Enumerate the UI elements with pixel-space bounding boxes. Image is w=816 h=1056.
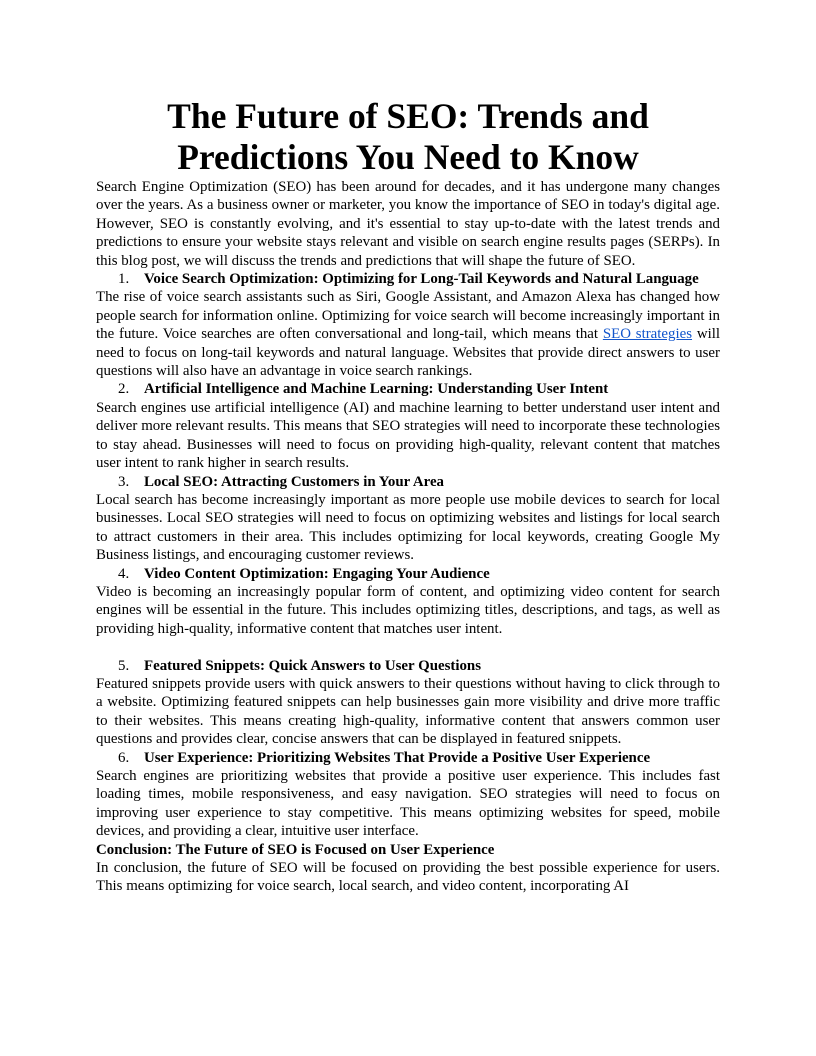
section-title: Featured Snippets: Quick Answers to User Questions bbox=[144, 657, 481, 674]
section-heading-1 bbox=[96, 270, 720, 288]
seo-strategies-link[interactable]: SEO strategies bbox=[602, 326, 693, 343]
section-heading-4 bbox=[96, 565, 720, 583]
section-number: 2. bbox=[118, 381, 130, 398]
section-body-3: Local search has become increasingly important as more people use mobile devices to search for local businesses. Local SEO strategies will need to focus on optimizing websites and listings for local search to attract customers in their area. This includes optimizing for local keywords, creating Google My Business listings, and encouraging customer reviews. bbox=[96, 491, 720, 564]
section-heading-5 bbox=[96, 657, 720, 675]
document-page bbox=[96, 96, 720, 896]
section-number: 3. bbox=[118, 473, 130, 490]
intro-paragraph: Search Engine Optimization (SEO) has been around for decades, and it has undergone many changes over the years. As a business owner or marketer, you know the importance of SEO in today's digital age. However, SEO is constantly evolving, and it's essential to stay up-to-date with the latest trends and predictions to ensure your website stays relevant and visible on search engine results pages (SERPs). In this blog post, we will discuss the trends and predictions that will shape the future of SEO. bbox=[96, 179, 720, 269]
section-body-1 bbox=[96, 288, 720, 380]
section-number: 4. bbox=[118, 565, 130, 582]
section-body-2: Search engines use artificial intelligence (AI) and machine learning to better understand user intent and deliver more relevant results. This means that SEO strategies will need to incorporate these technologies to stay ahead. Businesses will need to focus on providing high-quality, relevant content that matches user intent to rank higher in search results. bbox=[96, 399, 720, 472]
section-heading-3 bbox=[96, 473, 720, 491]
section-number: 1. bbox=[118, 271, 130, 288]
section-title: Local SEO: Attracting Customers in Your Area bbox=[144, 473, 445, 490]
section-number: 5. bbox=[118, 657, 130, 674]
section-heading-6 bbox=[96, 749, 720, 767]
section-title: Voice Search Optimization: Optimizing for Long-Tail Keywords and Natural Language bbox=[144, 271, 699, 288]
section-body-5: Featured snippets provide users with quick answers to their questions without having to click through to a website. Optimizing featured snippets can help businesses gain more visibility and drive more traffic to their websites. This means creating high-quality, informative content that answers common user questions and provides clear, concise answers that can be displayed in featured snippets. bbox=[96, 675, 720, 748]
section-body-4: Video is becoming an increasingly popular form of content, and optimizing video content for search engines will be essential in the future. This includes optimizing titles, descriptions, and tags, as well as providing high-quality, informative content that matches user intent. bbox=[96, 583, 720, 637]
section-heading-2 bbox=[96, 380, 720, 398]
page-title: The Future of SEO: Trends and Predictions You Need to Know bbox=[167, 96, 649, 177]
section-title: Artificial Intelligence and Machine Learning: Understanding User Intent bbox=[144, 381, 609, 398]
section-body-6: Search engines are prioritizing websites that provide a positive user experience. This includes fast loading times, mobile responsiveness, and easy navigation. SEO strategies will need to focus on improving user experience to stay competitive. This means optimizing websites for speed, mobile devices, and providing a clear, intuitive user interface. bbox=[96, 767, 720, 840]
section-title: User Experience: Prioritizing Websites That Provide a Positive User Experience bbox=[144, 749, 651, 766]
conclusion-body: In conclusion, the future of SEO will be focused on providing the best possible experience for users. This means optimizing for voice search, local search, and video content, incorporating AI bbox=[96, 860, 720, 895]
conclusion-heading: Conclusion: The Future of SEO is Focused on User Experience bbox=[96, 841, 495, 858]
section-body-text: will need to focus on long-tail keywords and natural language. Websites that provide direct answers to user questions will also have an advantage in voice search rankings. bbox=[96, 326, 720, 380]
blank-line bbox=[96, 638, 720, 656]
section-number: 6. bbox=[118, 749, 130, 766]
section-title: Video Content Optimization: Engaging Your Audience bbox=[144, 565, 490, 582]
section-body-text: The rise of voice search assistants such as Siri, Google Assistant, and Amazon Alexa has changed how people search for information online. Optimizing for voice search will become increasingly important in the future. Voice searches are often conversational and long-tail, which means that bbox=[96, 289, 720, 343]
